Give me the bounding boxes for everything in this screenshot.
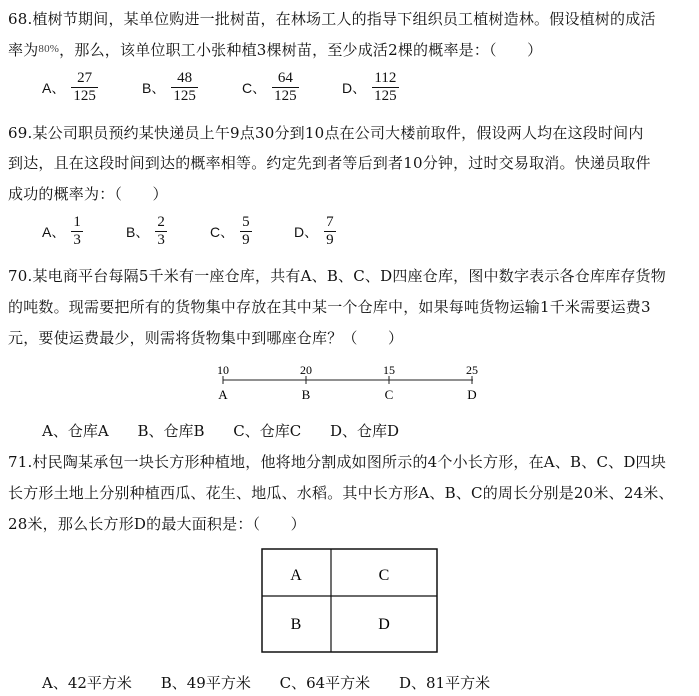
tons-label: 25	[466, 363, 478, 377]
warehouse-label: B	[301, 387, 311, 402]
option-letter: D、	[294, 223, 319, 240]
q71-option-d[interactable]: D、81平方米	[398, 674, 491, 692]
q71-option-a[interactable]: A、42平方米	[42, 674, 132, 692]
q70-line2: 的吨数。现需要把所有的货物集中存放在其中某一个仓库中，如果每吨货物运输1千米需要运费3	[8, 298, 651, 316]
warehouse-a	[217, 363, 229, 402]
q70-option-d[interactable]: D、仓库D	[330, 422, 400, 440]
denominator: 125	[73, 88, 96, 104]
denominator: 9	[326, 232, 334, 248]
option-letter: B、	[142, 79, 166, 96]
warehouse-label: C	[384, 387, 394, 402]
q70-option-b[interactable]: B、仓库B	[137, 422, 205, 440]
option-letter: B、	[126, 223, 150, 240]
plot-diagram	[262, 549, 437, 652]
numerator: 2	[157, 214, 165, 230]
numerator: 112	[374, 70, 397, 86]
warehouse-b	[300, 363, 312, 402]
warehouse-label: A	[218, 387, 228, 402]
q71-option-c[interactable]: C、64平方米	[279, 674, 371, 692]
warehouse-label: D	[467, 387, 477, 402]
option-letter: C、	[242, 79, 267, 96]
tons-label: 15	[383, 363, 395, 377]
tons-label: 20	[300, 363, 312, 377]
q69-line1: 69.某公司职员预约某快递员上午9点30分到10点在公司大楼前取件，假设两人均在这段时间内	[8, 124, 644, 142]
plot-cell-c: C	[378, 567, 390, 584]
q71-line1: 71.村民陶某承包一块长方形种植地，他将地分割成如图所示的4个小长方形，在A、B、C、D四块	[8, 453, 666, 471]
plot-cell-b: B	[290, 616, 302, 633]
plot-cell-d: D	[378, 616, 390, 633]
denominator: 125	[173, 88, 196, 104]
q71-options	[42, 672, 514, 693]
warehouse-c	[383, 363, 395, 402]
q68-line1: 68.植树节期间，某单位购进一批树苗，在林场工人的指导下组织员工植树造林。假设植树的成活	[8, 10, 656, 28]
numerator: 7	[326, 214, 334, 230]
q71-option-b[interactable]: B、49平方米	[160, 674, 251, 692]
numerator: 48	[177, 70, 193, 86]
numerator: 64	[277, 70, 293, 86]
q70-line3: 元，要使运费最少，则需将货物集中到哪座仓库？（ ）	[8, 329, 404, 347]
q69-line3: 成功的概率为：（ ）	[8, 185, 168, 203]
q68-line2-post: ，那么，该单位职工小张种植3棵树苗，至少成活2棵的概率是：（ ）	[59, 41, 543, 59]
denominator: 9	[242, 232, 250, 248]
denominator: 125	[274, 88, 297, 104]
plot-cell-a: A	[290, 567, 302, 584]
numerator: 5	[242, 214, 250, 230]
denominator: 125	[374, 88, 397, 104]
q70-option-c[interactable]: C、仓库C	[233, 422, 302, 440]
option-letter: D、	[342, 79, 367, 96]
q70-option-a[interactable]: A、仓库A	[42, 422, 109, 440]
option-letter: A、	[42, 223, 66, 240]
q71-line2: 长方形土地上分别种植西瓜、花生、地瓜、水稻。其中长方形A、B、C的周长分别是20米、24米、	[8, 484, 674, 502]
numerator: 1	[73, 214, 81, 230]
option-letter: A、	[42, 79, 66, 96]
q68-rate: 80%	[38, 43, 60, 55]
numerator: 27	[77, 70, 93, 86]
denominator: 3	[73, 232, 81, 248]
denominator: 3	[157, 232, 165, 248]
warehouse-d	[466, 363, 478, 402]
q69-line2: 到达，且在这段时间到达的概率相等。约定先到者等后到者10分钟，过时交易取消。快递员取件	[8, 154, 651, 172]
q68-line2-pre: 率为	[8, 41, 39, 59]
q71-line3: 28米，那么长方形D的最大面积是：（ ）	[8, 515, 306, 533]
option-letter: C、	[210, 223, 235, 240]
q70-line1: 70.某电商平台每隔5千米有一座仓库，共有A、B、C、D四座仓库，图中数字表示各仓库库存货物	[8, 267, 666, 285]
tons-label: 10	[217, 363, 229, 377]
plot-outline	[262, 549, 437, 652]
q70-options	[42, 420, 423, 441]
